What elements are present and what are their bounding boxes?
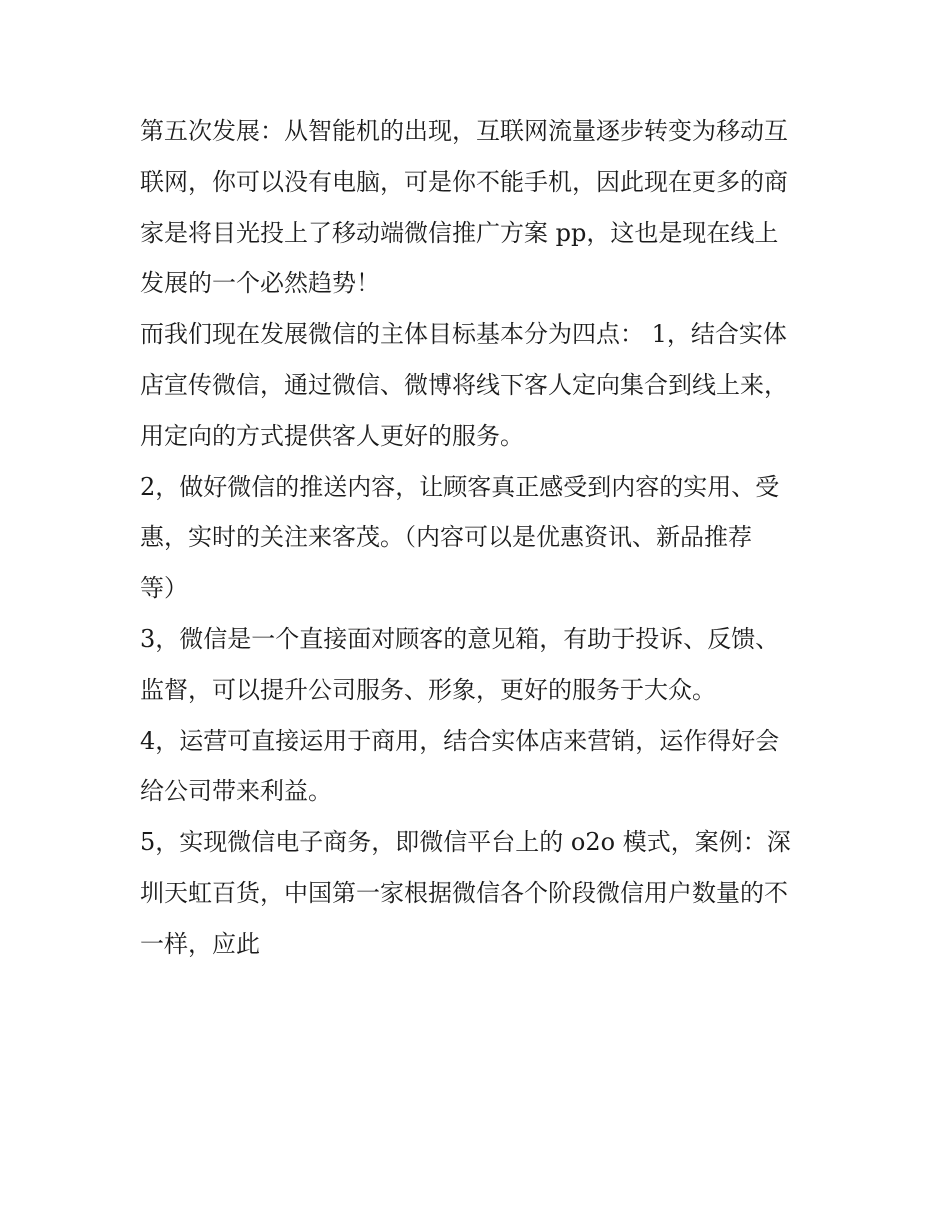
text-line: 4，运营可直接运用于商用，结合实体店来营销，运作得好会 — [140, 726, 780, 755]
text-line: 等） — [140, 574, 188, 603]
text-line: 给公司带来利益。 — [140, 777, 332, 806]
text-line: 而我们现在发展微信的主体目标基本分为四点： 1，结合实体 — [140, 320, 787, 349]
text-line: 5，实现微信电子商务，即微信平台上的 o2o 模式，案例：深 — [140, 828, 791, 857]
text-line: 用定向的方式提供客人更好的服务。 — [140, 421, 524, 450]
text-line: 3，微信是一个直接面对顾客的意见箱，有助于投诉、反馈、 — [140, 624, 780, 653]
text-line: 家是将目光投上了移动端微信推广方案 pp，这也是现在线上 — [140, 218, 779, 247]
text-line: 发展的一个必然趋势！ — [140, 269, 380, 298]
text-line: 监督，可以提升公司服务、形象，更好的服务于大众。 — [140, 675, 716, 704]
text-line: 惠，实时的关注来客茂。（内容可以是优惠资讯、新品推荐 — [140, 523, 752, 552]
text-line: 2，做好微信的推送内容，让顾客真正感受到内容的实用、受 — [140, 472, 780, 501]
text-line: 一样，应此 — [140, 929, 260, 958]
text-line: 联网，你可以没有电脑，可是你不能手机，因此现在更多的商 — [140, 167, 788, 196]
document-body — [140, 106, 830, 970]
text-line: 店宣传微信，通过微信、微博将线下客人定向集合到线上来， — [140, 370, 788, 399]
text-line: 圳天虹百货，中国第一家根据微信各个阶段微信用户数量的不 — [140, 878, 788, 907]
text-line: 第五次发展：从智能机的出现，互联网流量逐步转变为移动互 — [140, 117, 788, 145]
